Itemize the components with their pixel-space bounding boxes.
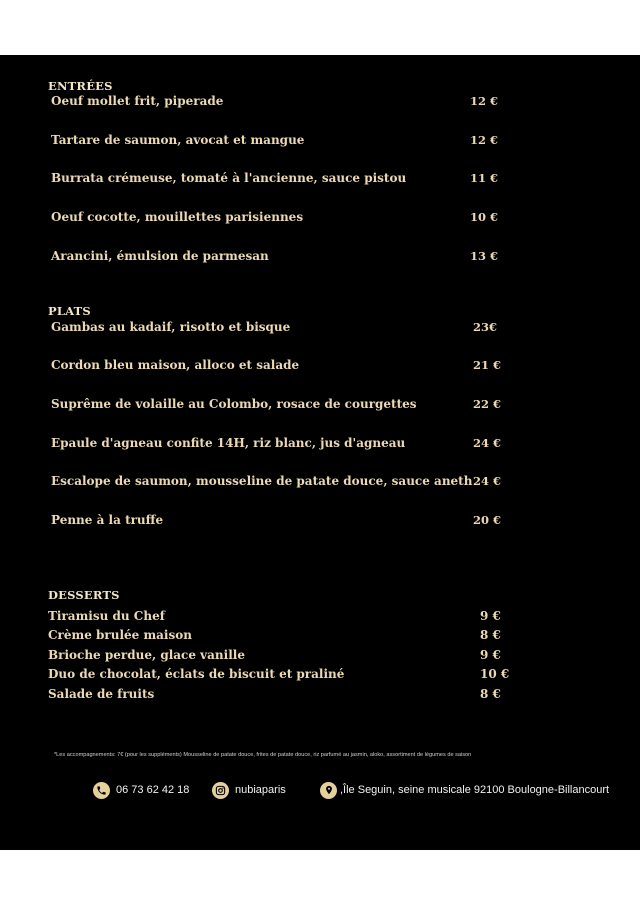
menu-price-plat-1: 23€ — [473, 320, 498, 334]
section-title-plats: PLATS — [48, 304, 91, 318]
instagram-icon — [212, 782, 229, 799]
menu-item-plat-5: Escalope de saumon, mousseline de patate douce, sauce aneth — [51, 474, 473, 488]
menu-item-plat-4: Epaule d'agneau confite 14H, riz blanc, jus d'agneau — [51, 436, 406, 450]
section-title-desserts: DESSERTS — [48, 588, 120, 602]
section-title-entrees: ENTRÉES — [48, 79, 113, 93]
menu-item-entree-5: Arancini, émulsion de parmesan — [51, 249, 269, 263]
menu-price-entree-4: 10 € — [470, 210, 499, 224]
menu-price-entree-1: 12 € — [470, 94, 499, 108]
menu-price-plat-6: 20 € — [473, 513, 502, 527]
menu-item-plat-1: Gambas au kadaif, risotto et bisque — [51, 320, 291, 334]
phone-number: 06 73 62 42 18 — [116, 784, 190, 796]
menu-price-dessert-5: 8 € — [480, 687, 501, 701]
menu-item-dessert-3: Brioche perdue, glace vanille — [48, 648, 245, 662]
menu-item-entree-1: Oeuf mollet frit, piperade — [51, 94, 224, 108]
menu-item-plat-6: Penne à la truffe — [51, 513, 164, 527]
menu-item-dessert-1: Tiramisu du Chef — [48, 609, 165, 623]
menu-item-dessert-2: Crème brulée maison — [48, 628, 192, 642]
menu-price-plat-2: 21 € — [473, 358, 502, 372]
menu-price-entree-3: 11 € — [470, 171, 499, 185]
menu-price-plat-4: 24 € — [473, 436, 502, 450]
contact-address[interactable] — [320, 779, 609, 801]
menu-price-plat-5: 24 € — [473, 474, 502, 488]
menu-item-plat-3: Suprême de volaille au Colombo, rosace de courgettes — [51, 397, 417, 411]
location-pin-icon — [320, 782, 337, 799]
menu-price-dessert-3: 9 € — [480, 648, 501, 662]
menu-price-entree-2: 12 € — [470, 133, 499, 147]
phone-icon — [93, 782, 110, 799]
menu-item-dessert-5: Salade de fruits — [48, 687, 155, 701]
menu-price-plat-3: 22 € — [473, 397, 502, 411]
menu-item-dessert-4: Duo de chocolat, éclats de biscuit et praliné — [48, 667, 345, 681]
instagram-handle: nubiaparis — [235, 784, 286, 796]
address-text: ,Île Seguin, seine musicale 92100 Boulogne-Billancourt — [340, 784, 610, 796]
menu-item-entree-3: Burrata crémeuse, tomaté à l'ancienne, sauce pistou — [51, 171, 407, 185]
menu-price-dessert-4: 10 € — [480, 667, 510, 681]
menu-price-entree-5: 13 € — [470, 249, 499, 263]
footnote: *Les accompagnements: 7€ (pour les suppléments) Mousseline de patate douce, frites de patate douce, riz parfumé au jasmin, aloko, assortiment de légumes de saison — [54, 752, 472, 758]
menu-price-dessert-2: 8 € — [480, 628, 501, 642]
contact-instagram[interactable] — [212, 779, 286, 801]
menu-item-entree-2: Tartare de saumon, avocat et mangue — [51, 133, 305, 147]
menu-item-plat-2: Cordon bleu maison, alloco et salade — [51, 358, 300, 372]
menu-item-entree-4: Oeuf cocotte, mouillettes parisiennes — [51, 210, 304, 224]
menu-price-dessert-1: 9 € — [480, 609, 501, 623]
menu-page — [0, 55, 640, 850]
contact-phone[interactable] — [93, 779, 189, 801]
